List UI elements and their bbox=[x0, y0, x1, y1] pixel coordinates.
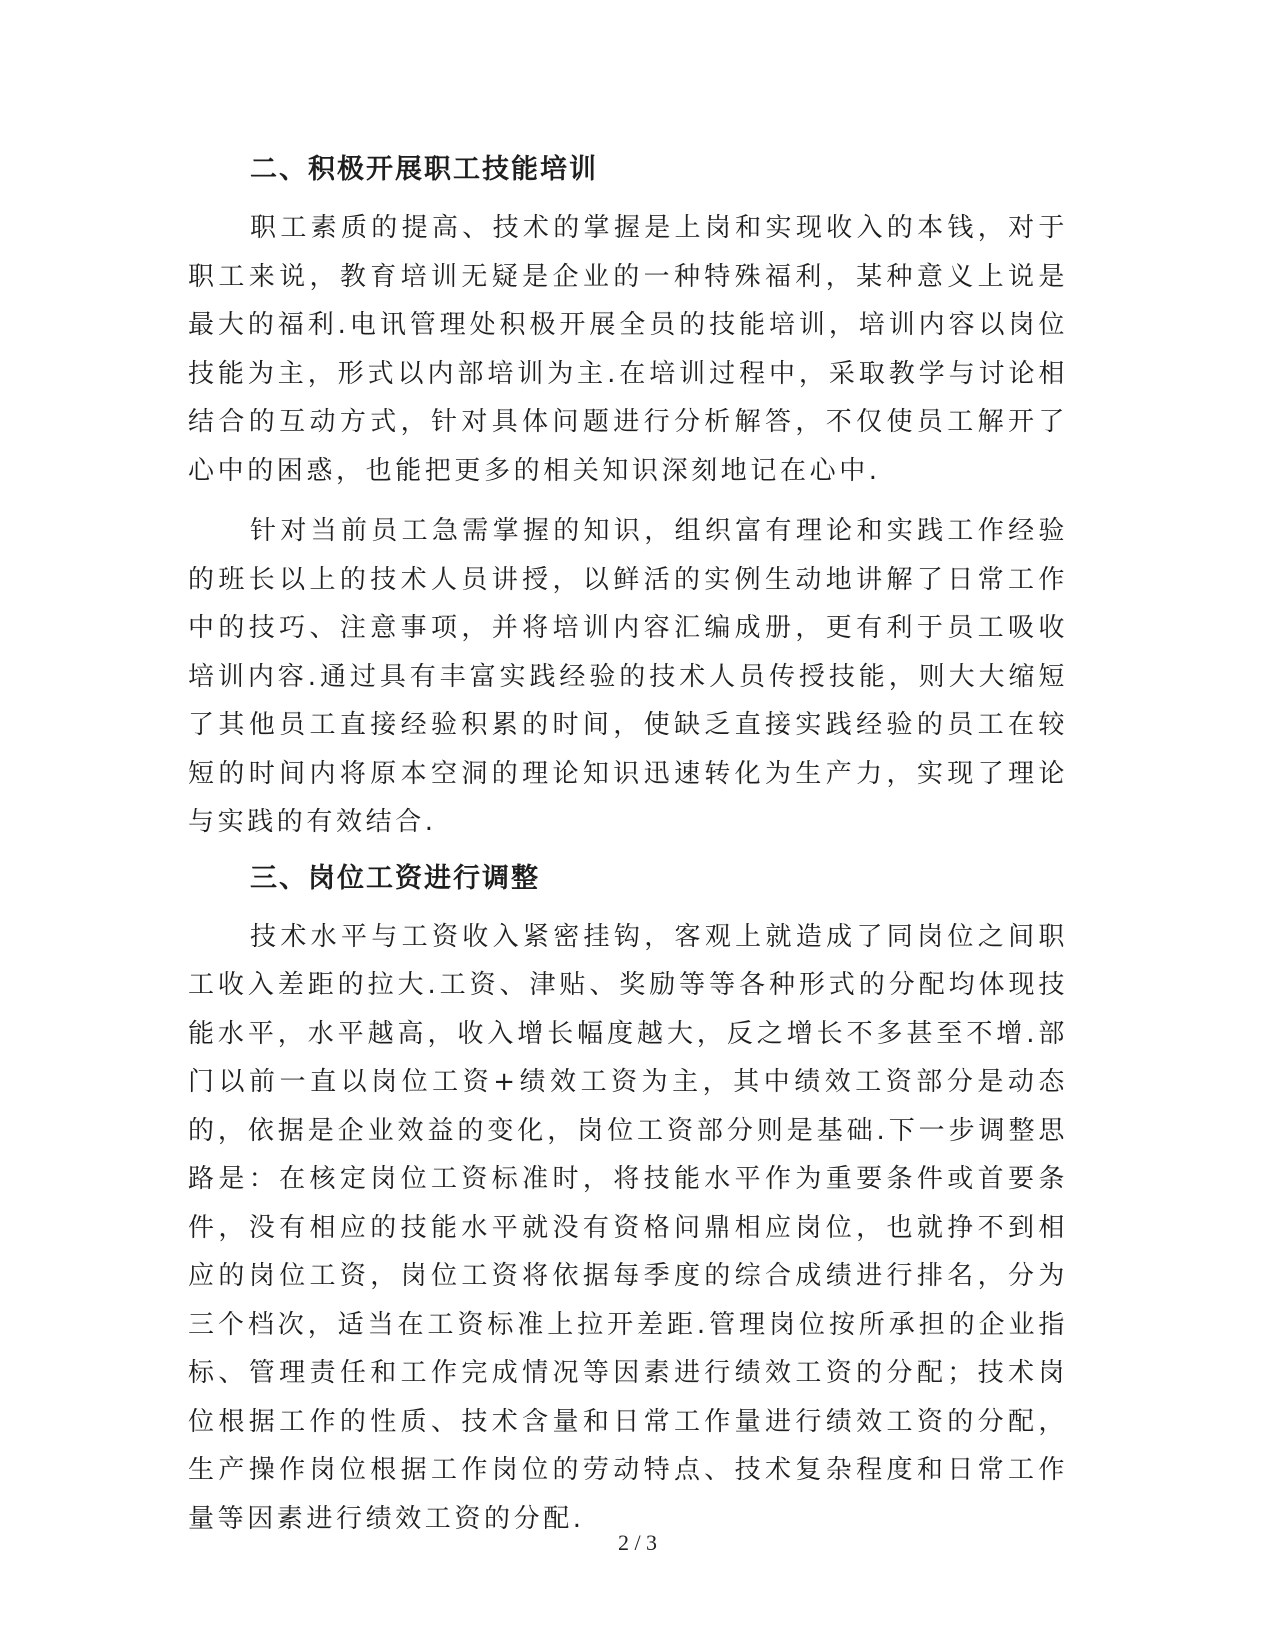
paragraph: 技术水平与工资收入紧密挂钩，客观上就造成了同岗位之间职工收入差距的拉大.工资、津贴、奖励等等各种形式的分配均体现技能水平，水平越高，收入增长幅度越大，反之增长不多甚至不增.部门以前一直以岗位工资+绩效工资为主，其中绩效工资部分是动态的，依据是企业效益的变化，岗位工资部分则是基础.下一步调整思路是：在核定岗位工资标准时，将技能水平作为重要条件或首要条件，没有相应的技能水平就没有资格问鼎相应岗位，也就挣不到相应的岗位工资，岗位工资将依据每季度的综合成绩进行排名，分为三个档次，适当在工资标准上拉开差距.管理岗位按所承担的企业指标、管理责任和工作完成情况等因素进行绩效工资的分配；技术岗位根据工作的性质、技术含量和日常工作量进行绩效工资的分配，生产操作岗位根据工作岗位的劳动特点、技术复杂程度和日常工作量等因素进行绩效工资的分配. bbox=[188, 921, 1068, 1534]
paragraph: 职工素质的提高、技术的掌握是上岗和实现收入的本钱，对于职工来说，教育培训无疑是企业的一种特殊福利，某种意义上说是最大的福利.电讯管理处积极开展全员的技能培训，培训内容以岗位技能为主，形式以内部培训为主.在培训过程中，采取教学与讨论相结合的互动方式，针对具体问题进行分析解答，不仅使员工解开了心中的困惑，也能把更多的相关知识深刻地记在心中. bbox=[188, 213, 1068, 486]
section-heading: 二、积极开展职工技能培训 bbox=[250, 154, 598, 185]
section-wage-adjustment bbox=[188, 859, 1068, 1544]
document-body bbox=[188, 150, 1068, 1555]
page-number: 2 / 3 bbox=[617, 1530, 658, 1555]
paragraph: 针对当前员工急需掌握的知识，组织富有理论和实践工作经验的班长以上的技术人员讲授，以鲜活的实例生动地讲解了日常工作中的技巧、注意事项，并将培训内容汇编成册，更有利于员工吸收培训内容.通过具有丰富实践经验的技术人员传授技能，则大大缩短了其他员工直接经验积累的时间，使缺乏直接实践经验的员工在较短的时间内将原本空洞的理论知识迅速转化为生产力，实现了理论与实践的有效结合. bbox=[188, 516, 1068, 837]
section-skills-training bbox=[188, 150, 1068, 847]
section-heading: 三、岗位工资进行调整 bbox=[250, 862, 540, 894]
